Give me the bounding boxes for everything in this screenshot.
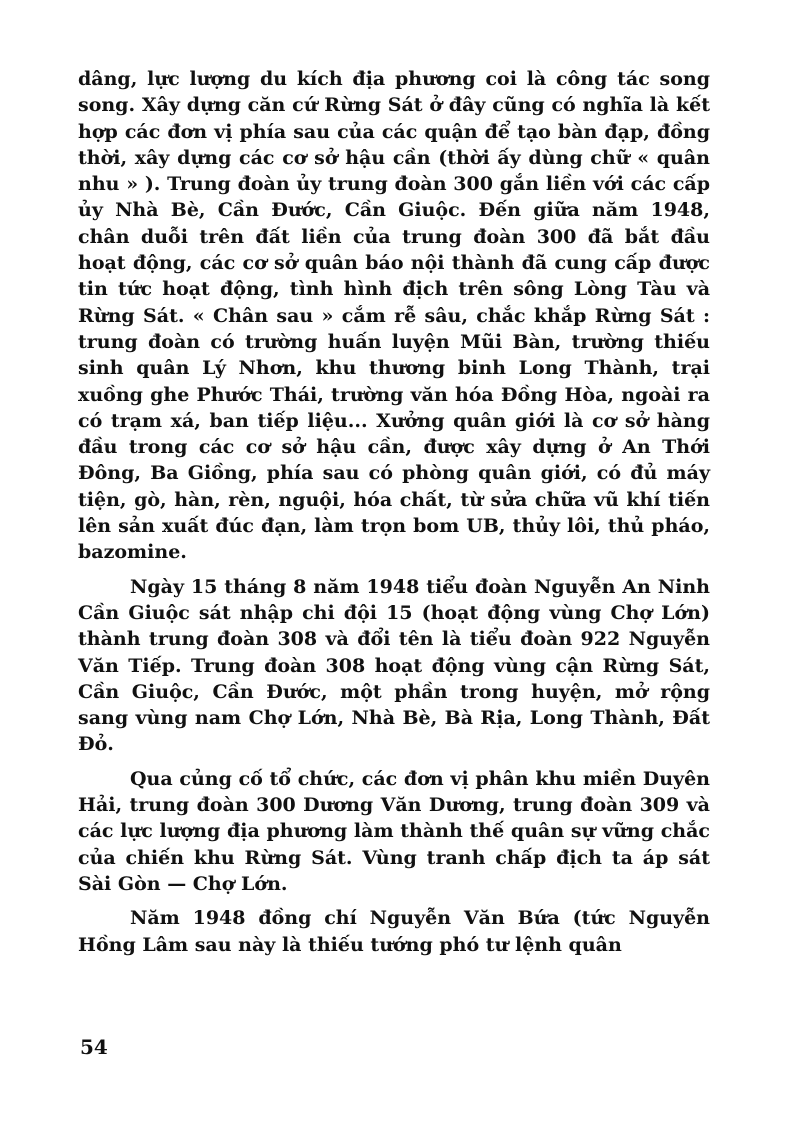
document-page xyxy=(78,66,710,966)
paragraph-2: Ngày 15 tháng 8 năm 1948 tiểu đoàn Nguyễn An Ninh Cần Giuộc sát nhập chi đội 15 (hoạt động vùng Chợ Lớn) thành trung đoàn 308 và đổi tên là tiểu đoàn 922 Nguyễn Văn Tiếp. Trung đoàn 308 hoạt động vùng cận Rừng Sát, Cần Giuộc, Cần Đước, một phần trong huyện, mở rộng sang vùng nam Chợ Lớn, Nhà Bè, Bà Rịa, Long Thành, Đất Đỏ. xyxy=(78,575,710,756)
paragraph-1: dâng, lực lượng du kích địa phương coi là công tác song song. Xây dựng căn cứ Rừng Sát ở đây cũng có nghĩa là kết hợp các đơn vị phía sau của các quận để tạo bàn đạp, đồng thời, xây dựng các cơ sở hậu cần (thời ấy dùng chữ « quân nhu » ). Trung đoàn ủy trung đoàn 300 gắn liền với các cấp ủy Nhà Bè, Cần Đước, Cần Giuộc. Đến giữa năm 1948, chân duỗi trên đất liền của trung đoàn 300 đã bắt đầu hoạt động, các cơ sở quân báo nội thành đã cung cấp được tin tức hoạt động, tình hình địch trên sông Lòng Tàu và Rừng Sát. « Chân sau » cắm rễ sâu, chắc khắp Rừng Sát : trung đoàn có trường huấn luyện Mũi Bàn, trường thiếu sinh quân Lý Nhơn, khu thương binh Long Thành, trại xuồng ghe Phước Thái, trường văn hóa Đồng Hòa, ngoài ra có trạm xá, ban tiếp liệu... Xưởng quân giới là cơ sở hàng đầu trong các cơ sở hậu cần, được xây dựng ở An Thới Đông, Ba Giồng, phía sau có phòng quân giới, có đủ máy tiện, gò, hàn, rèn, nguội, hóa chất, từ sửa chữa vũ khí tiến lên sản xuất đúc đạn, làm trọn bom UB, thủy lôi, thủ pháo, bazomine. xyxy=(78,68,710,564)
page-number: 54 xyxy=(80,1035,108,1059)
paragraph-4: Năm 1948 đồng chí Nguyễn Văn Bứa (tức Nguyễn Hồng Lâm sau này là thiếu tướng phó tư lệnh quân xyxy=(78,907,710,956)
paragraph-3: Qua củng cố tổ chức, các đơn vị phân khu miền Duyên Hải, trung đoàn 300 Dương Văn Dương, trung đoàn 309 và các lực lượng địa phương làm thành thế quân sự vững chắc của chiến khu Rừng Sát. Vùng tranh chấp địch ta áp sát Sài Gòn — Chợ Lớn. xyxy=(78,767,710,895)
